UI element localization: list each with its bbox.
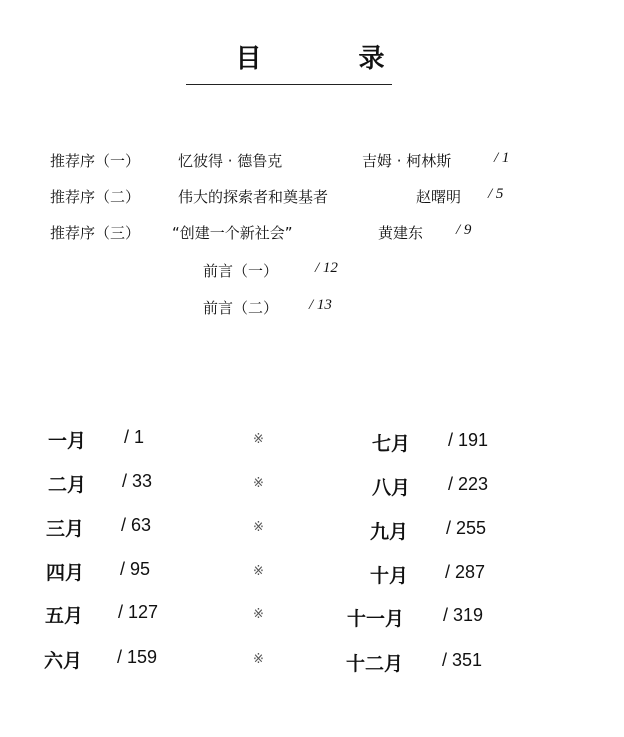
page-title: 目 录 [235, 44, 429, 74]
preface-label: 推荐序（二） [50, 188, 141, 206]
preface-page: / 9 [456, 222, 472, 238]
month-jun-page: / 159 [117, 647, 158, 667]
preface-label: 推荐序（三） [50, 224, 141, 242]
title-underline [186, 84, 392, 85]
month-apr-page: / 95 [120, 559, 151, 579]
month-sep[interactable]: 九月 [370, 521, 409, 543]
month-mar[interactable]: 三月 [46, 518, 85, 540]
month-aug-page: / 223 [448, 474, 489, 494]
separator-mark: ※ [253, 476, 264, 491]
month-nov-page: / 319 [443, 605, 484, 625]
preface-title: “创建一个新社会” [172, 224, 293, 242]
foreword-page: / 12 [315, 260, 338, 276]
foreword-label: 前言（二） [203, 299, 279, 317]
month-oct-page: / 287 [445, 562, 486, 582]
separator-mark: ※ [253, 520, 264, 535]
month-jul[interactable]: 七月 [372, 433, 411, 455]
separator-mark: ※ [253, 432, 264, 447]
separator-mark: ※ [253, 564, 264, 579]
month-jun[interactable]: 六月 [44, 650, 83, 672]
preface-author: 赵曙明 [416, 188, 462, 206]
month-may[interactable]: 五月 [45, 605, 84, 627]
foreword-label: 前言（一） [203, 262, 279, 280]
preface-title: 忆彼得 · 德鲁克 [178, 152, 283, 170]
month-oct[interactable]: 十月 [370, 565, 409, 587]
month-aug[interactable]: 八月 [372, 477, 411, 499]
separator-mark: ※ [253, 652, 264, 667]
month-jan-page: / 1 [124, 427, 145, 447]
foreword-page: / 13 [309, 297, 332, 313]
preface-page: / 5 [488, 186, 504, 202]
month-dec-page: / 351 [442, 650, 483, 670]
month-sep-page: / 255 [446, 518, 487, 538]
separator-mark: ※ [253, 607, 264, 622]
month-may-page: / 127 [118, 602, 159, 622]
month-dec[interactable]: 十二月 [346, 653, 404, 675]
month-feb-page: / 33 [122, 471, 153, 491]
preface-author: 黄建东 [378, 224, 424, 242]
month-feb[interactable]: 二月 [48, 474, 87, 496]
month-apr[interactable]: 四月 [46, 562, 85, 584]
preface-title: 伟大的探索者和奠基者 [178, 188, 329, 206]
preface-page: / 1 [494, 150, 510, 166]
month-nov[interactable]: 十一月 [347, 608, 405, 630]
preface-label: 推荐序（一） [50, 152, 141, 170]
month-jan[interactable]: 一月 [48, 430, 87, 452]
preface-author: 吉姆 · 柯林斯 [362, 152, 452, 170]
month-jul-page: / 191 [448, 430, 489, 450]
month-mar-page: / 63 [121, 515, 152, 535]
